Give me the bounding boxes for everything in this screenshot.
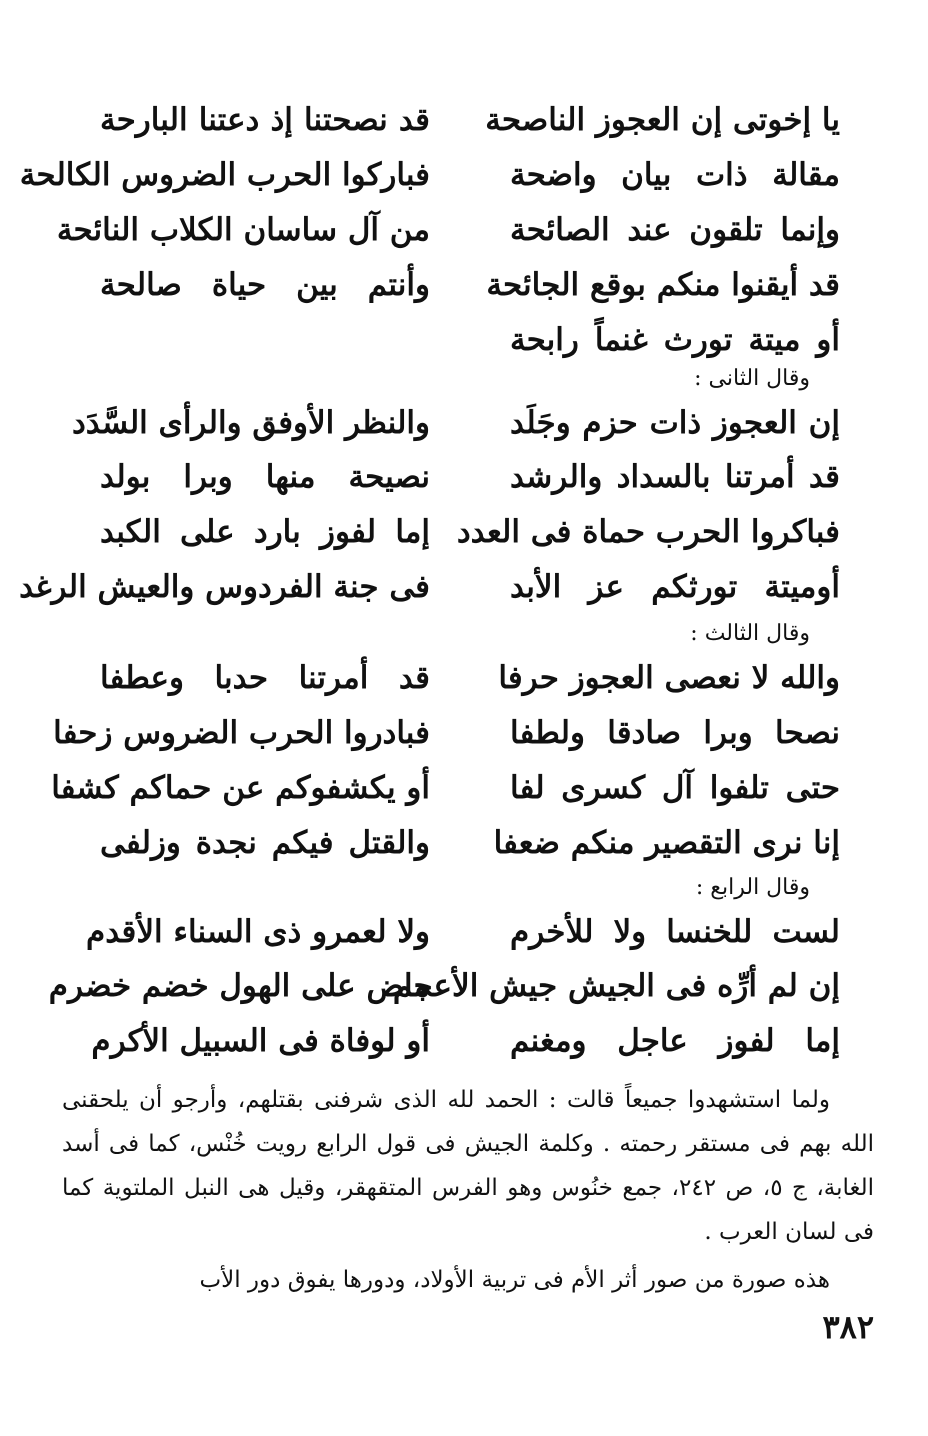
verse-second-hemistich: وأنتم بين حياة صالحة [100, 267, 430, 303]
verse-first-hemistich: إما لفوز عاجل ومغنم [510, 1023, 840, 1059]
verse-line [100, 450, 840, 504]
verse-line [19, 148, 840, 202]
speaker-label: وقال الرابع : [695, 875, 810, 900]
verse-first-hemistich: حتى تلفوا آل كسرى لفا [510, 770, 840, 806]
verse-second-hemistich: أو لوفاة فى السبيل الأكرم [91, 1023, 430, 1059]
verse-first-hemistich: قد أيقنوا منكم بوقع الجائحة [486, 267, 840, 303]
verse-second-hemistich: إما لفوز بارد على الكبد [100, 514, 430, 550]
verse-line [86, 905, 840, 959]
verse-line [100, 93, 840, 147]
verse-first-hemistich: لست للخنسا ولا للأخرم [510, 914, 840, 950]
verse-first-hemistich: قد أمرتنا بالسداد والرشد [510, 459, 840, 495]
verse-second-hemistich: قد نصحتنا إذ دعتنا البارحة [100, 102, 430, 138]
verse-first-hemistich: إن العجوز ذات حزم وجَلَد [510, 405, 840, 441]
verse-line [56, 203, 840, 257]
verse-line [100, 313, 840, 367]
speaker-label: وقال الثالث : [690, 621, 810, 646]
prose-paragraph: ولما استشهدوا جميعاً قالت : الحمد لله الذى شرفنى بقتلهم، وأرجو أن يلحقنى الله بهم فى مستقر رحمته . وكلمة الجيش فى قول الرابع رويت خُنْس، كما فى أسد الغابة، ج ٥، ص ٢٤٢، جمع خنُوس وهو الفرس المتقهقر، وقيل هى النبل الملتوية كما فى لسان العرب . [62, 1087, 874, 1245]
verse-second-hemistich: فبادروا الحرب الضروس زحفا [53, 715, 430, 751]
verse-first-hemistich: يا إخوتى إن العجوز الناصحة [485, 102, 840, 138]
verse-first-hemistich: أو ميتة تورث غنماً رابحة [510, 322, 840, 358]
verse-line [91, 1014, 840, 1068]
verse-line [100, 816, 840, 870]
verse-line [53, 706, 840, 760]
verse-second-hemistich: فباركوا الحرب الضروس الكالحة [19, 157, 430, 193]
verse-first-hemistich: أوميتة تورثكم عز الأبد [510, 569, 840, 605]
verse-second-hemistich: ولا لعمرو ذى السناء الأقدم [86, 914, 430, 950]
verse-second-hemistich: ماض على الهول خضم خضرم [48, 968, 430, 1004]
speaker-label: وقال الثانى : [694, 366, 810, 391]
verse-line [100, 651, 840, 705]
verse-first-hemistich: مقالة ذات بيان واضحة [510, 157, 840, 193]
verse-second-hemistich: من آل ساسان الكلاب النائحة [56, 212, 430, 248]
verse-line [48, 959, 840, 1013]
verse-second-hemistich: فى جنة الفردوس والعيش الرغد [19, 569, 430, 605]
verse-line [71, 396, 840, 450]
verse-line [51, 761, 840, 815]
verse-first-hemistich: نصحا وبرا صادقا ولطفا [510, 715, 840, 751]
verse-second-hemistich: نصيحة منها وبرا بولد [100, 459, 430, 495]
verse-second-hemistich: والنظر الأوفق والرأى السَّدَد [71, 405, 430, 441]
verse-second-hemistich: قد أمرتنا حدبا وعطفا [100, 660, 430, 696]
verse-first-hemistich: إن لم أرِّه فى الجيش جيش الأعجم [392, 968, 840, 1004]
verse-first-hemistich: فباكروا الحرب حماة فى العدد [456, 514, 840, 550]
verse-line [100, 258, 840, 312]
prose-paragraph: هذه صورة من صور أثر الأم فى تربية الأولاد، ودورها يفوق دور الأب [199, 1267, 830, 1293]
verse-first-hemistich: والله لا نعصى العجوز حرفا [498, 660, 840, 696]
verse-second-hemistich: أو يكشفوكم عن حماكم كشفا [51, 770, 430, 806]
verse-first-hemistich: إنا نرى التقصير منكم ضعفا [493, 825, 840, 861]
verse-first-hemistich: وإنما تلقون عند الصائحة [510, 212, 840, 248]
verse-line [19, 560, 840, 614]
page-number: ٣٨٢ [822, 1308, 874, 1346]
verse-second-hemistich: والقتل فيكم نجدة وزلفى [100, 825, 430, 861]
verse-line [100, 505, 840, 559]
